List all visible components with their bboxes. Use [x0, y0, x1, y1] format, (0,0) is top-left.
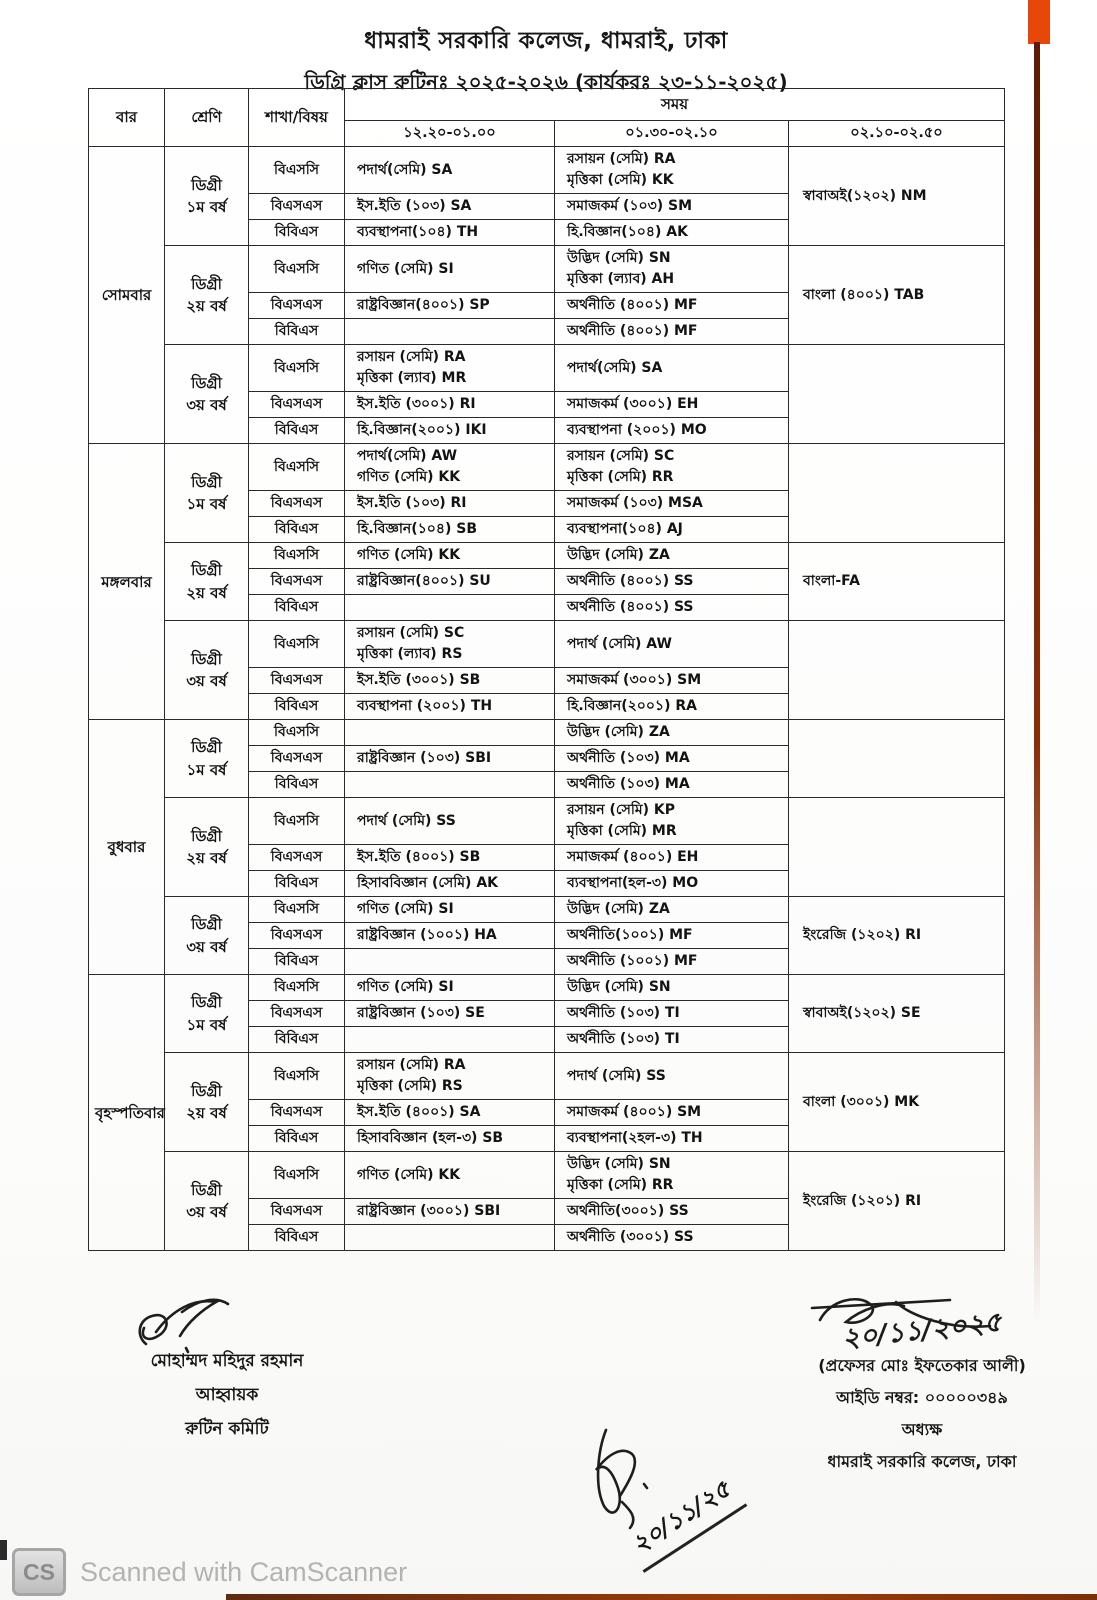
- class-entry: গণিত (সেমি) KK: [357, 469, 461, 486]
- slot2-cell: [555, 491, 789, 517]
- class-year-cell: [165, 543, 249, 621]
- class-entry: ইস.ইতি (৩০০১) RI: [357, 396, 476, 413]
- slot1-cell: [345, 720, 555, 746]
- degree-label: ডিগ্রী: [191, 1081, 222, 1100]
- branch-cell: বিএসসি: [249, 1053, 345, 1100]
- slot2-cell: [555, 595, 789, 621]
- branch-cell: বিবিএস: [249, 949, 345, 975]
- class-entry: রসায়ন (সেমি) SC: [357, 625, 465, 642]
- slot3-cell: ইংরেজি (১২০২) RI: [789, 897, 1005, 975]
- slot2-cell: [555, 220, 789, 246]
- branch-cell: বিএসসি: [249, 798, 345, 845]
- year-label: ২য় বর্ষ: [186, 297, 227, 316]
- branch-cell: বিএসসি: [249, 975, 345, 1001]
- center-signature: [560, 1410, 800, 1564]
- class-year-cell: [165, 444, 249, 543]
- class-entry: সমাজকর্ম (১০৩) MSA: [567, 495, 703, 512]
- slot2-cell: [555, 720, 789, 746]
- class-entry: অর্থনীতি (১০৩) TI: [567, 1005, 680, 1022]
- class-entry: রসায়ন (সেমি) KP: [567, 802, 675, 819]
- slot2-cell: [555, 1027, 789, 1053]
- degree-label: ডিগ্রী: [191, 649, 222, 668]
- class-entry: গণিত (সেমি) SI: [357, 901, 454, 918]
- slot2-cell: [555, 293, 789, 319]
- branch-cell: বিএসএস: [249, 746, 345, 772]
- class-entry: ব্যবস্থাপনা(১০৪) TH: [357, 224, 479, 241]
- slot3-cell: স্বাবাঅই(১২০২) NM: [789, 147, 1005, 246]
- slot1-cell: [345, 1001, 555, 1027]
- branch-cell: বিএসএস: [249, 668, 345, 694]
- branch-cell: বিএসসি: [249, 720, 345, 746]
- class-entry: মৃত্তিকা (সেমি) RR: [567, 469, 674, 486]
- branch-cell: বিএসসি: [249, 345, 345, 392]
- class-entry: উদ্ভিদ (সেমি) SN: [567, 979, 671, 996]
- year-label: ৩য় বর্ষ: [186, 672, 227, 691]
- slot1-cell: [345, 1126, 555, 1152]
- slot1-cell: [345, 345, 555, 392]
- degree-label: ডিগ্রী: [191, 175, 222, 194]
- branch-column-header: শাখা/বিষয়: [249, 89, 345, 147]
- class-entry: সমাজকর্ম (৩০০১) EH: [567, 396, 699, 413]
- branch-cell: বিবিএস: [249, 1225, 345, 1251]
- branch-cell: বিবিএস: [249, 319, 345, 345]
- slot1-cell: [345, 1225, 555, 1251]
- time-slot-1-header: ১২.২০-০১.০০: [345, 120, 555, 147]
- day-cell: বৃহস্পতিবার: [89, 975, 165, 1251]
- scan-edge-orange-blob: [1028, 0, 1050, 44]
- year-label: ৩য় বর্ষ: [186, 396, 227, 415]
- slot1-cell: [345, 319, 555, 345]
- slot2-cell: [555, 319, 789, 345]
- class-entry: সমাজকর্ম (৩০০১) SM: [567, 672, 702, 689]
- class-routine-table: [88, 88, 1005, 1251]
- time-slot-3-header: ০২.১০-০২.৫০: [789, 120, 1005, 147]
- class-entry: অর্থনীতি(১০০১) MF: [567, 927, 693, 944]
- principal-name: (প্রফেসর মোঃ ইফতেকার আলী): [818, 1356, 1026, 1375]
- day-column-header: বার: [89, 89, 165, 147]
- branch-cell: বিবিএস: [249, 595, 345, 621]
- class-entry: পদার্থ (সেমি) AW: [567, 635, 672, 652]
- class-entry: অর্থনীতি (৪০০১) SS: [567, 573, 694, 590]
- branch-cell: বিএসসি: [249, 621, 345, 668]
- slot2-cell: [555, 517, 789, 543]
- class-year-cell: [165, 1152, 249, 1251]
- branch-cell: বিএসসি: [249, 897, 345, 923]
- class-entry: ইস.ইতি (১০৩) SA: [357, 198, 472, 215]
- branch-cell: বিএসসি: [249, 444, 345, 491]
- slot1-cell: [345, 392, 555, 418]
- principal-sign-date: ২০/১১/২০২৫: [840, 1306, 1004, 1355]
- slot2-cell: [555, 1199, 789, 1225]
- class-year-cell: [165, 621, 249, 720]
- year-label: ১ম বর্ষ: [186, 1015, 227, 1034]
- slot2-cell: [555, 923, 789, 949]
- class-entry: উদ্ভিদ (সেমি) ZA: [567, 724, 670, 741]
- branch-cell: বিএসএস: [249, 491, 345, 517]
- class-entry: ব্যবস্থাপনা(১০৪) AJ: [567, 521, 683, 538]
- class-entry: উদ্ভিদ (সেমি) ZA: [567, 901, 670, 918]
- class-entry: পদার্থ(সেমি) SA: [567, 359, 663, 376]
- slot2-cell: [555, 444, 789, 491]
- camscanner-text: Scanned with CamScanner: [80, 1556, 408, 1587]
- class-entry: সমাজকর্ম (৪০০১) EH: [567, 849, 699, 866]
- slot1-cell: [345, 975, 555, 1001]
- slot2-cell: [555, 694, 789, 720]
- class-entry: উদ্ভিদ (সেমি) ZA: [567, 547, 670, 564]
- class-entry: পদার্থ (সেমি) SS: [567, 1067, 666, 1084]
- day-cell: বুধবার: [89, 720, 165, 975]
- class-year-cell: [165, 720, 249, 798]
- slot2-cell: [555, 1053, 789, 1100]
- branch-cell: বিএসসি: [249, 147, 345, 194]
- class-entry: হি.বিজ্ঞান(২০০১) IKI: [357, 422, 487, 439]
- slot2-cell: [555, 1152, 789, 1199]
- camscanner-icon: CS: [12, 1548, 66, 1596]
- scan-edge-red-line: [1034, 42, 1040, 1322]
- table-row: [89, 720, 1005, 746]
- degree-label: ডিগ্রী: [191, 993, 222, 1012]
- branch-cell: বিবিএস: [249, 517, 345, 543]
- class-entry: হি.বিজ্ঞান(২০০১) RA: [567, 698, 697, 715]
- year-label: ৩য় বর্ষ: [186, 937, 227, 956]
- day-cell: সোমবার: [89, 147, 165, 444]
- principal-id: আইডি নম্বর: ০০০০০৩৪৯: [836, 1388, 1008, 1407]
- class-entry: অর্থনীতি(৩০০১) SS: [567, 1203, 689, 1220]
- class-entry: মৃত্তিকা (সেমি) KK: [567, 172, 674, 189]
- table-row: [89, 246, 1005, 293]
- year-label: ২য় বর্ষ: [186, 849, 227, 868]
- class-entry: ব্যবস্থাপনা (২০০১) MO: [567, 422, 707, 439]
- class-entry: মৃত্তিকা (ল্যাব) MR: [357, 370, 467, 387]
- class-entry: অর্থনীতি (১০৩) TI: [567, 1031, 680, 1048]
- class-entry: অর্থনীতি (৪০০১) SS: [567, 599, 694, 616]
- slot2-cell: [555, 1001, 789, 1027]
- convener-block: [92, 1348, 362, 1444]
- slot3-cell: স্বাবাঅই(১২০২) SE: [789, 975, 1005, 1053]
- slot1-cell: [345, 871, 555, 897]
- branch-cell: বিএসসি: [249, 1152, 345, 1199]
- slot1-cell: [345, 418, 555, 444]
- slot1-cell: [345, 220, 555, 246]
- class-entry: রাষ্ট্রবিজ্ঞান (১০৩) SBI: [357, 750, 492, 767]
- class-entry: ব্যবস্থাপনা(২হল-৩) TH: [567, 1130, 703, 1147]
- class-entry: উদ্ভিদ (সেমি) SN: [567, 250, 671, 267]
- principal-org: ধামরাই সরকারি কলেজ, ঢাকা: [827, 1452, 1017, 1471]
- slot2-cell: [555, 345, 789, 392]
- table-row: [89, 543, 1005, 569]
- slot2-cell: [555, 1126, 789, 1152]
- class-entry: হি.বিজ্ঞান(১০৪) SB: [357, 521, 477, 538]
- principal-block: [762, 1348, 1082, 1476]
- class-entry: সমাজকর্ম (৪০০১) SM: [567, 1104, 702, 1121]
- slot2-cell: [555, 772, 789, 798]
- degree-label: ডিগ্রী: [191, 274, 222, 293]
- class-column-header: শ্রেণি: [165, 89, 249, 147]
- slot2-cell: [555, 897, 789, 923]
- slot3-cell: ইংরেজি (১২০১) RI: [789, 1152, 1005, 1251]
- slot1-cell: [345, 694, 555, 720]
- slot2-cell: [555, 975, 789, 1001]
- branch-cell: বিএসএস: [249, 1001, 345, 1027]
- class-entry: রাষ্ট্রবিজ্ঞান(৪০০১) SP: [357, 297, 490, 314]
- branch-cell: বিবিএস: [249, 1027, 345, 1053]
- slot1-cell: [345, 194, 555, 220]
- slot3-cell: বাংলা (৪০০১) TAB: [789, 246, 1005, 345]
- slot1-cell: [345, 543, 555, 569]
- class-entry: হিসাববিজ্ঞান (হল-৩) SB: [357, 1130, 504, 1147]
- branch-cell: বিবিএস: [249, 1126, 345, 1152]
- class-entry: রসায়ন (সেমি) RA: [357, 349, 466, 366]
- slot1-cell: [345, 147, 555, 194]
- table-row: [89, 975, 1005, 1001]
- day-cell: মঙ্গলবার: [89, 444, 165, 720]
- camscanner-watermark: [12, 1548, 407, 1596]
- branch-cell: বিএসএস: [249, 1199, 345, 1225]
- class-entry: গণিত (সেমি) SI: [357, 979, 454, 996]
- class-entry: রাষ্ট্রবিজ্ঞান (৩০০১) SBI: [357, 1203, 501, 1220]
- degree-label: ডিগ্রী: [191, 472, 222, 491]
- table-header: [89, 89, 1005, 147]
- degree-label: ডিগ্রী: [191, 1180, 222, 1199]
- branch-cell: বিএসএস: [249, 845, 345, 871]
- class-entry: অর্থনীতি (৪০০১) MF: [567, 323, 698, 340]
- slot1-cell: [345, 569, 555, 595]
- page-subtitle: ডিগ্রি ক্লাস রুটিনঃ ২০২৫-২০২৬ (কার্যকরঃ ২৩-১১-২০২৫): [304, 70, 788, 94]
- table-row: [89, 798, 1005, 845]
- class-entry: মৃত্তিকা (ল্যাব) RS: [357, 646, 463, 663]
- slot1-cell: [345, 491, 555, 517]
- table-row: [89, 147, 1005, 194]
- branch-cell: বিবিএস: [249, 871, 345, 897]
- table-row: [89, 444, 1005, 491]
- slot3-cell: [789, 345, 1005, 444]
- branch-cell: বিএসএস: [249, 923, 345, 949]
- slot1-cell: [345, 923, 555, 949]
- slot2-cell: [555, 621, 789, 668]
- year-label: ২য় বর্ষ: [186, 583, 227, 602]
- class-year-cell: [165, 345, 249, 444]
- year-label: ২য় বর্ষ: [186, 1104, 227, 1123]
- year-label: ১ম বর্ষ: [186, 760, 227, 779]
- table-row: [89, 1152, 1005, 1199]
- slot2-cell: [555, 1225, 789, 1251]
- slot2-cell: [555, 392, 789, 418]
- slot1-cell: [345, 444, 555, 491]
- year-label: ১ম বর্ষ: [186, 198, 227, 217]
- class-entry: মৃত্তিকা (সেমি) RS: [357, 1078, 463, 1095]
- time-column-header: সময়: [345, 89, 1005, 121]
- class-entry: ব্যবস্থাপনা (২০০১) TH: [357, 698, 493, 715]
- committee-name: রুটিন কমিটি: [185, 1419, 269, 1439]
- degree-label: ডিগ্রী: [191, 738, 222, 757]
- degree-label: ডিগ্রী: [191, 373, 222, 392]
- branch-cell: বিএসএস: [249, 569, 345, 595]
- class-entry: গণিত (সেমি) KK: [357, 1166, 461, 1183]
- class-entry: রাষ্ট্রবিজ্ঞান (১০৩) SE: [357, 1005, 485, 1022]
- class-year-cell: [165, 798, 249, 897]
- slot1-cell: [345, 746, 555, 772]
- slot2-cell: [555, 845, 789, 871]
- slot1-cell: [345, 949, 555, 975]
- slot2-cell: [555, 746, 789, 772]
- slot1-cell: [345, 845, 555, 871]
- class-entry: অর্থনীতি (৪০০১) MF: [567, 297, 698, 314]
- slot1-cell: [345, 798, 555, 845]
- slot2-cell: [555, 147, 789, 194]
- class-entry: গণিত (সেমি) KK: [357, 547, 461, 564]
- scan-edge-left-mark: [0, 1540, 7, 1560]
- class-entry: অর্থনীতি (১০০১) MF: [567, 953, 698, 970]
- slot2-cell: [555, 543, 789, 569]
- table-row: [89, 345, 1005, 392]
- class-entry: পদার্থ(সেমি) AW: [357, 448, 458, 465]
- year-label: ১ম বর্ষ: [186, 495, 227, 514]
- branch-cell: বিবিএস: [249, 772, 345, 798]
- branch-cell: বিএসএস: [249, 293, 345, 319]
- class-entry: রসায়ন (সেমি) RA: [357, 1057, 466, 1074]
- slot1-cell: [345, 595, 555, 621]
- convener-name: মোহাম্মদ মহিদুর রহমান: [150, 1351, 304, 1371]
- class-entry: পদার্থ(সেমি) SA: [357, 161, 453, 178]
- center-sign-date: ২০/১১/২৫: [620, 1468, 748, 1573]
- slot3-cell: [789, 798, 1005, 897]
- branch-cell: বিএসএস: [249, 194, 345, 220]
- slot1-cell: [345, 1152, 555, 1199]
- time-slot-2-header: ০১.৩০-০২.১০: [555, 120, 789, 147]
- class-entry: অর্থনীতি (১০৩) MA: [567, 750, 690, 767]
- routine-table-body: [89, 147, 1005, 1251]
- slot2-cell: [555, 1100, 789, 1126]
- principal-role: অধ্যক্ষ: [901, 1420, 943, 1439]
- slot2-cell: [555, 668, 789, 694]
- slot2-cell: [555, 798, 789, 845]
- class-entry: মৃত্তিকা (সেমি) RR: [567, 1177, 674, 1194]
- class-entry: অর্থনীতি (১০৩) MA: [567, 776, 690, 793]
- slot1-cell: [345, 668, 555, 694]
- slot1-cell: [345, 621, 555, 668]
- degree-label: ডিগ্রী: [191, 561, 222, 580]
- branch-cell: বিএসসি: [249, 543, 345, 569]
- class-entry: মৃত্তিকা (ল্যাব) AH: [567, 271, 675, 288]
- branch-cell: বিবিএস: [249, 418, 345, 444]
- branch-cell: বিএসএস: [249, 1100, 345, 1126]
- class-entry: ইস.ইতি (৪০০১) SA: [357, 1104, 481, 1121]
- class-year-cell: [165, 1053, 249, 1152]
- slot1-cell: [345, 517, 555, 543]
- slot1-cell: [345, 246, 555, 293]
- slot1-cell: [345, 1053, 555, 1100]
- slot2-cell: [555, 246, 789, 293]
- slot3-cell: বাংলা (৩০০১) MK: [789, 1053, 1005, 1152]
- slot1-cell: [345, 772, 555, 798]
- class-entry: রাষ্ট্রবিজ্ঞান(৪০০১) SU: [357, 573, 491, 590]
- class-entry: হি.বিজ্ঞান(১০৪) AK: [567, 224, 688, 241]
- class-entry: ইস.ইতি (১০৩) RI: [357, 495, 467, 512]
- class-entry: ইস.ইতি (৪০০১) SB: [357, 849, 481, 866]
- class-entry: অর্থনীতি (৩০০১) SS: [567, 1229, 694, 1246]
- slot1-cell: [345, 1199, 555, 1225]
- class-year-cell: [165, 975, 249, 1053]
- slot2-cell: [555, 949, 789, 975]
- class-entry: ব্যবস্থাপনা(হল-৩) MO: [567, 875, 699, 892]
- class-entry: হিসাববিজ্ঞান (সেমি) AK: [357, 875, 499, 892]
- table-row: [89, 897, 1005, 923]
- class-entry: পদার্থ (সেমি) SS: [357, 812, 456, 829]
- slot1-cell: [345, 897, 555, 923]
- slot2-cell: [555, 418, 789, 444]
- class-entry: সমাজকর্ম (১০৩) SM: [567, 198, 693, 215]
- class-entry: রসায়ন (সেমি) RA: [567, 151, 676, 168]
- degree-label: ডিগ্রী: [191, 826, 222, 845]
- table-row: [89, 621, 1005, 668]
- branch-cell: বিবিএস: [249, 694, 345, 720]
- branch-cell: বিবিএস: [249, 220, 345, 246]
- class-entry: রসায়ন (সেমি) SC: [567, 448, 675, 465]
- slot2-cell: [555, 194, 789, 220]
- class-entry: গণিত (সেমি) SI: [357, 260, 454, 277]
- page-title: ধামরাই সরকারি কলেজ, ধামরাই, ঢাকা: [364, 28, 728, 54]
- branch-cell: বিএসএস: [249, 392, 345, 418]
- class-entry: ইস.ইতি (৩০০১) SB: [357, 672, 481, 689]
- table-row: [89, 1053, 1005, 1100]
- class-year-cell: [165, 246, 249, 345]
- class-year-cell: [165, 147, 249, 246]
- class-year-cell: [165, 897, 249, 975]
- slot1-cell: [345, 1100, 555, 1126]
- class-entry: উদ্ভিদ (সেমি) SN: [567, 1156, 671, 1173]
- slot2-cell: [555, 871, 789, 897]
- slot3-cell: [789, 621, 1005, 720]
- branch-cell: বিএসসি: [249, 246, 345, 293]
- slot1-cell: [345, 1027, 555, 1053]
- slot1-cell: [345, 293, 555, 319]
- class-entry: মৃত্তিকা (সেমি) MR: [567, 823, 677, 840]
- class-entry: রাষ্ট্রবিজ্ঞান (১০০১) HA: [357, 927, 497, 944]
- slot2-cell: [555, 569, 789, 595]
- slot3-cell: বাংলা-FA: [789, 543, 1005, 621]
- degree-label: ডিগ্রী: [191, 915, 222, 934]
- convener-role: আহ্বায়ক: [195, 1385, 259, 1405]
- slot3-cell: [789, 720, 1005, 798]
- slot3-cell: [789, 444, 1005, 543]
- year-label: ৩য় বর্ষ: [186, 1203, 227, 1222]
